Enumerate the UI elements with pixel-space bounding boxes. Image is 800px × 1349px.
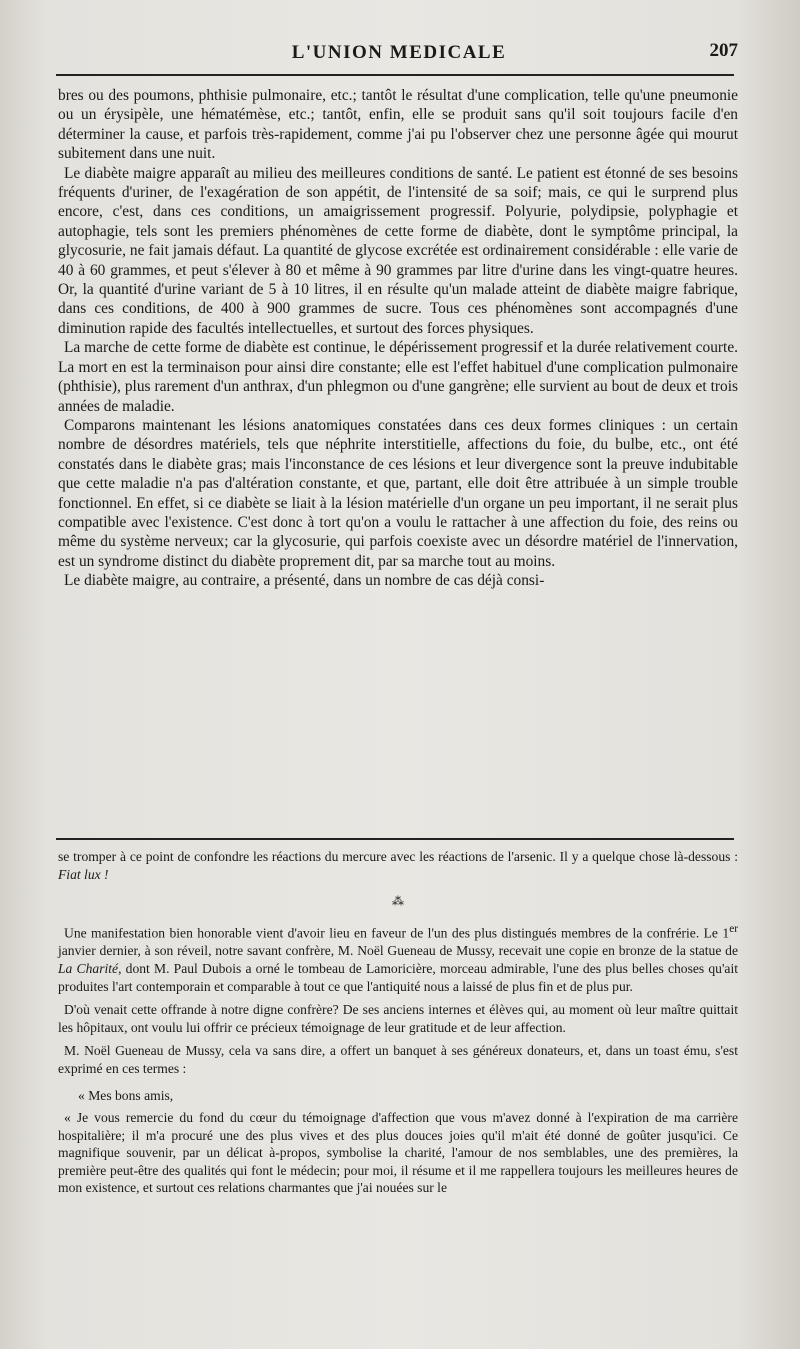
header-rule [56, 74, 734, 76]
page-number: 207 [709, 40, 738, 61]
page-header [60, 38, 738, 70]
article-paragraph: Le diabète maigre apparaît au milieu des meilleures conditions de santé. Le patient est étonné de ses besoins fréquents d'uriner, de l'exagération de son appétit, de l'intensité de sa soif; mais, ce qui le surprend plus encore, c'est, dans ces conditions, un amaigrissement progressif. Polyurie, polydipsie, polyphagie et autophagie, tels sont les premiers phénomènes de cette forme de diabète, dont le symptôme principal, la glycosurie, ne fait jamais défaut. La quantité de glycose excrétée est ordinairement considérable : elle varie de 40 à 60 grammes, et peut s'élever à 80 et même à 90 grammes par litre d'urine dans les vingt-quatre heures. Or, la quantité d'urine variant de 5 à 10 litres, il en résulte qu'un malade atteint de diabète maigre fabrique, dans ces conditions, de 400 à 900 grammes de sucre. Tous ces phénomènes sont accompagnés d'une diminution rapide des facultés intellectuelles, et surtout des forces physiques. [58, 164, 738, 337]
p1-italic-title: La Charité [58, 960, 119, 976]
feuilleton-paragraph: D'où venait cette offrande à notre digne confrère? De ses anciens internes et élèves qui, au moment où leur maître quittait les hôpitaux, ont voulu lui offrir ce précieux témoignage de leur gratitude et de leur affection. [58, 1002, 738, 1035]
p1-text-a: Une manifestation bien honorable vient d'avoir lieu en faveur de l'un des plus distingués membres de la confrérie. Le 1 [64, 925, 730, 941]
feuilleton-paragraph: « Je vous remercie du fond du cœur du témoignage d'affection que vous m'avez donné à l'expiration de ma carrière hospitalière; il m'a procuré une des plus vives et des plus douces joies qu'il m'ait été donné de goûter jusqu'ici. Ce magnifique souvenir, par un délicat à-propos, symbolise la charité, l'amour de nos semblables, une des premières, la première peut-être des qualités qui font le médecin; pour moi, il résume et il me rappellera toujours les meilleures heures de mon existence, et surtout ces relations charmantes que j'ai nouées sur le [58, 1110, 738, 1196]
p1-ordinal: er [729, 923, 738, 936]
p1-text-c: , dont M. Paul Dubois a orné le tombeau de Lamoricière, morceau admirable, l'une des plus belles choses qu'ait produites l'art contemporain et comparable à tout ce que l'antiquité nous a laissé de plus fin et de plus pur. [58, 960, 738, 994]
p1-text-b: janvier dernier, à son réveil, notre savant confrère, M. Noël Gueneau de Mussy, recevait une copie en bronze de la statue de [58, 943, 738, 959]
article-paragraph: Comparons maintenant les lésions anatomiques constatées dans ces deux formes cliniques : un certain nombre de désordres matériels, tels que néphrite interstitielle, affections du foie, du bulbe, etc., ont été constatés dans le diabète gras; mais l'inconstance de ces lésions et leur divergence sont la preuve indubitable que cette maladie n'a pas d'altération constante, et que, partant, elle doit être attribuée à un simple trouble fonctionnel. En effet, si ce diabète se liait à la lésion matérielle d'un organe un peu important, il ne serait plus compatible avec l'existence. C'est donc à tort qu'on a voulu le rattacher à une affection du foie, des reins ou même du système nerveux; car la glycosurie, qui parfois coexiste avec un désordre matériel de l'innervation, est un syndrome distinct du diabète proprement dit, par sa marche tout au moins. [58, 416, 738, 570]
salutation: « Mes bons amis, [78, 1088, 174, 1104]
feuilleton-paragraph [58, 921, 738, 995]
feuilleton-rule [56, 838, 734, 840]
feuilleton-paragraph: M. Noël Gueneau de Mussy, cela va sans dire, a offert un banquet à ses généreux donateurs, et, dans un toast ému, s'est exprimé en ces termes : [58, 1043, 738, 1076]
article-paragraph: La marche de cette forme de diabète est continue, le dépérissement progressif et la durée relativement courte. La mort en est la terminaison pour ainsi dire constante; elle est l'effet habituel d'une complication pulmonaire (phthisie), plus rarement d'un anthrax, d'un phlegmon ou d'une gangrène; elle survient au bout de deux et trois années de maladie. [58, 339, 738, 415]
article-body [58, 86, 738, 591]
feuilleton-opening [58, 848, 738, 883]
running-title: L'UNION MEDICALE [291, 42, 507, 63]
feuilleton-motto: Fiat lux ! [58, 866, 109, 882]
article-paragraph: Le diabète maigre, au contraire, a présenté, dans un nombre de cas déjà consi- [64, 572, 545, 590]
feuilleton-section [58, 848, 738, 1197]
feuilleton-opening-text: se tromper à ce point de confondre les réactions du mercure avec les réactions de l'arsenic. Il y a quelque chose là-dessous : [58, 849, 738, 864]
section-stars: ⁂ [392, 894, 404, 909]
article-paragraph: bres ou des poumons, phthisie pulmonaire, etc.; tantôt le résultat d'une complication, telle qu'une pneumonie ou un érysipèle, une hématémèse, etc.; tantôt, enfin, elle se produit sans qu'il soit toujours facile d'en déterminer la cause, et parfois très-rapidement, comme j'ai pu l'observer chez une personne âgée qui mourut subitement dans une nuit. [58, 87, 738, 163]
